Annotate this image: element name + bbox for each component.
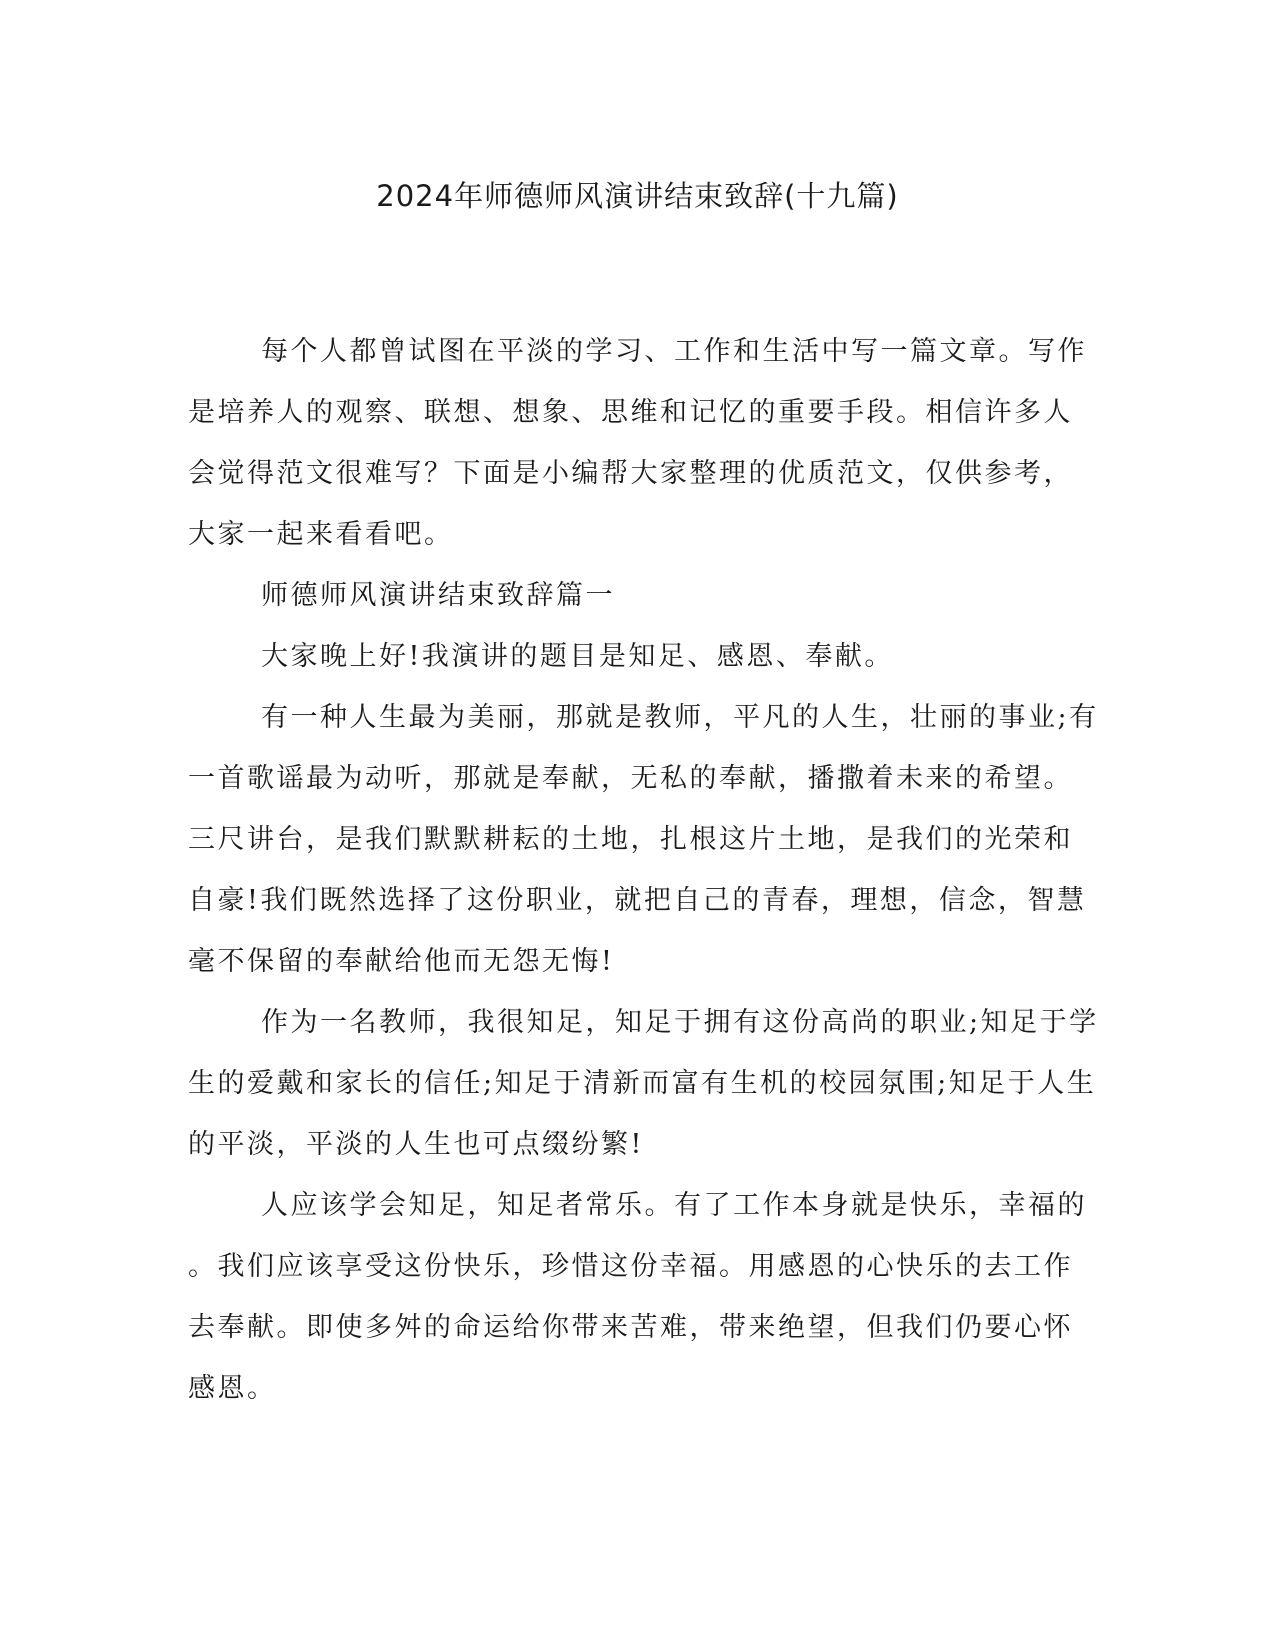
text-line: 。我们应该享受这份快乐，珍惜这份幸福。用感恩的心快乐的去工作 — [188, 1251, 1073, 1282]
text-line: 自豪!我们既然选择了这份职业，就把自己的青春，理想，信念，智慧 — [188, 885, 1087, 916]
text-line: 作为一名教师，我很知足，知足于拥有这份高尚的职业;知足于学 — [261, 1007, 1099, 1038]
text-line: 会觉得范文很难写？下面是小编帮大家整理的优质范文，仅供参考， — [188, 458, 1073, 489]
text-line: 每个人都曾试图在平淡的学习、工作和生活中写一篇文章。写作 — [261, 336, 1087, 367]
text-line: 生的爱戴和家长的信任;知足于清新而富有生机的校园氛围;知足于人生 — [188, 1068, 1097, 1099]
text-line: 人应该学会知足，知足者常乐。有了工作本身就是快乐，幸福的 — [261, 1190, 1087, 1221]
text-line: 一首歌谣最为动听，那就是奉献，无私的奉献，播撒着未来的希望。 — [188, 763, 1073, 794]
document-title: 2024年师德师风演讲结束致辞(十九篇) — [376, 179, 899, 213]
document-body — [188, 321, 1099, 1419]
text-line: 的平淡，平淡的人生也可点缀纷繁! — [188, 1129, 644, 1160]
text-line: 感恩。 — [188, 1373, 277, 1404]
text-line: 大家晚上好!我演讲的题目是知足、感恩、奉献。 — [261, 641, 894, 672]
section-heading: 师德师风演讲结束致辞篇一 — [261, 580, 615, 611]
text-line: 大家一起来看看吧。 — [188, 519, 454, 550]
text-line: 三尺讲台，是我们默默耕耘的土地，扎根这片土地，是我们的光荣和 — [188, 824, 1073, 855]
text-line: 有一种人生最为美丽，那就是教师，平凡的人生，壮丽的事业;有 — [261, 702, 1099, 733]
text-line: 是培养人的观察、联想、想象、思维和记忆的重要手段。相信许多人 — [188, 397, 1073, 428]
text-line: 毫不保留的奉献给他而无怨无悔! — [188, 946, 615, 977]
text-line: 去奉献。即使多舛的命运给你带来苦难，带来绝望，但我们仍要心怀 — [188, 1312, 1073, 1343]
